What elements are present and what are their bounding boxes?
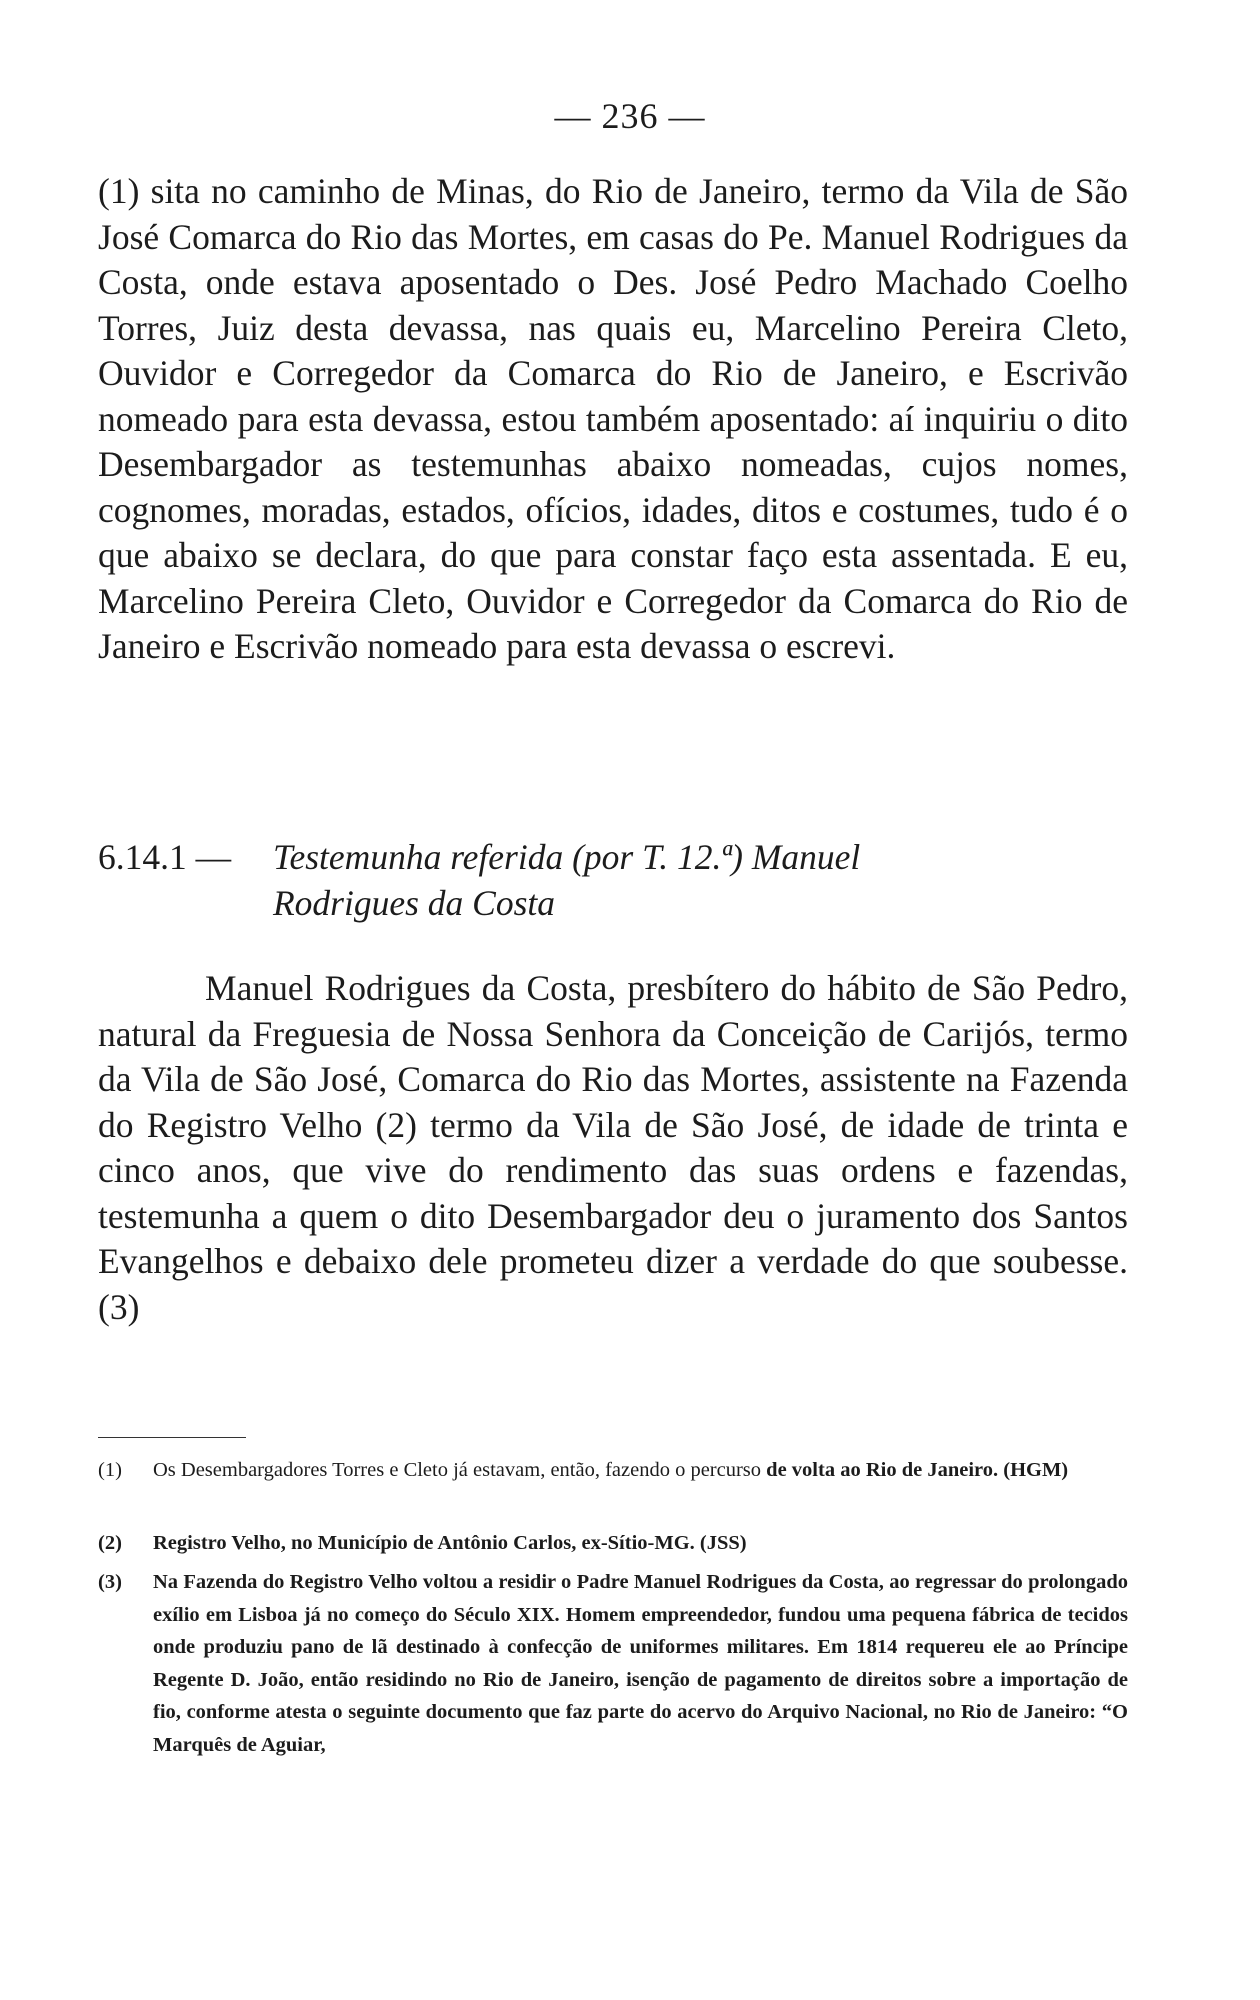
- footnote-3: [98, 1566, 1128, 1761]
- section-number: 6.14.1 —: [98, 837, 232, 877]
- footnote-divider: [98, 1437, 246, 1438]
- section-title-line-2: Rodrigues da Costa: [273, 883, 556, 923]
- footnote-1: [98, 1454, 1128, 1487]
- footnote-1-text-b: de volta ao Rio de Janeiro. (HGM): [766, 1459, 1069, 1481]
- footnote-1-mark: (1): [98, 1459, 122, 1481]
- footnote-1-body: [153, 1454, 1128, 1487]
- footnote-2-mark: (2): [98, 1532, 122, 1554]
- section-heading: [98, 834, 1128, 926]
- footnote-3-body: Na Fazenda do Registro Velho voltou a residir o Padre Manuel Rodrigues da Costa, ao regressar do prolongado exílio em Lisboa já no começo do Século XIX. Homem empreendedor, fundou uma pequena fábrica de tecidos onde produziu pano de lã destinado à confecção de uniformes militares. Em 1814 requereu ele ao Príncipe Regente D. João, então residindo no Rio de Janeiro, isenção de pagamento de direitos sobre a importação de fio, conforme atesta o seguinte documento que faz parte do acervo do Arquivo Nacional, no Rio de Janeiro: “O Marquês de Aguiar,: [153, 1571, 1128, 1756]
- footnote-2-body: Registro Velho, no Município de Antônio Carlos, ex-Sítio-MG. (JSS): [153, 1532, 747, 1554]
- body-paragraph-1: (1) sita no caminho de Minas, do Rio de Janeiro, termo da Vila de São José Comarca do Rio das Mortes, em casas do Pe. Manuel Rodrigues da Costa, onde estava aposentado o Des. José Pedro Machado Coelho Torres, Juiz desta devassa, nas quais eu, Marcelino Pereira Cleto, Ouvidor e Corregedor da Comarca do Rio de Janeiro, e Escrivão nomeado para esta devassa, estou também aposentado: aí inquiriu o dito Desembargador as testemunhas abaixo nomeadas, cujos nomes, cognomes, moradas, estados, ofícios, idades, ditos e costumes, tudo é o que abaixo se declara, do que para constar faço esta assentada. E eu, Marcelino Pereira Cleto, Ouvidor e Corregedor da Comarca do Rio de Janeiro e Escrivão nomeado para esta devassa o escrevi.: [98, 171, 1128, 666]
- footnote-3-mark: (3): [98, 1571, 122, 1593]
- body-paragraph-2: Manuel Rodrigues da Costa, presbítero do hábito de São Pedro, natural da Freguesia de Nossa Senhora da Conceição de Carijós, termo da Vila de São José, Comarca do Rio das Mortes, assistente na Fazenda do Registro Velho (2) termo da Vila de São José, de idade de trinta e cinco anos, que vive do rendimento das suas ordens e fazendas, testemunha a quem o dito Desembargador deu o juramento dos Santos Evangelhos e debaixo dele prometeu dizer a verdade do que soubesse. (3): [98, 968, 1128, 1327]
- section-title-line-1: Testemunha referida (por T. 12.ª) Manuel: [273, 837, 861, 877]
- footnote-1-text-a: Os Desembargadores Torres e Cleto já estavam, então, fazendo o percurso: [153, 1459, 762, 1481]
- footnote-2: [98, 1527, 1128, 1560]
- page-number: — 236 —: [554, 96, 706, 136]
